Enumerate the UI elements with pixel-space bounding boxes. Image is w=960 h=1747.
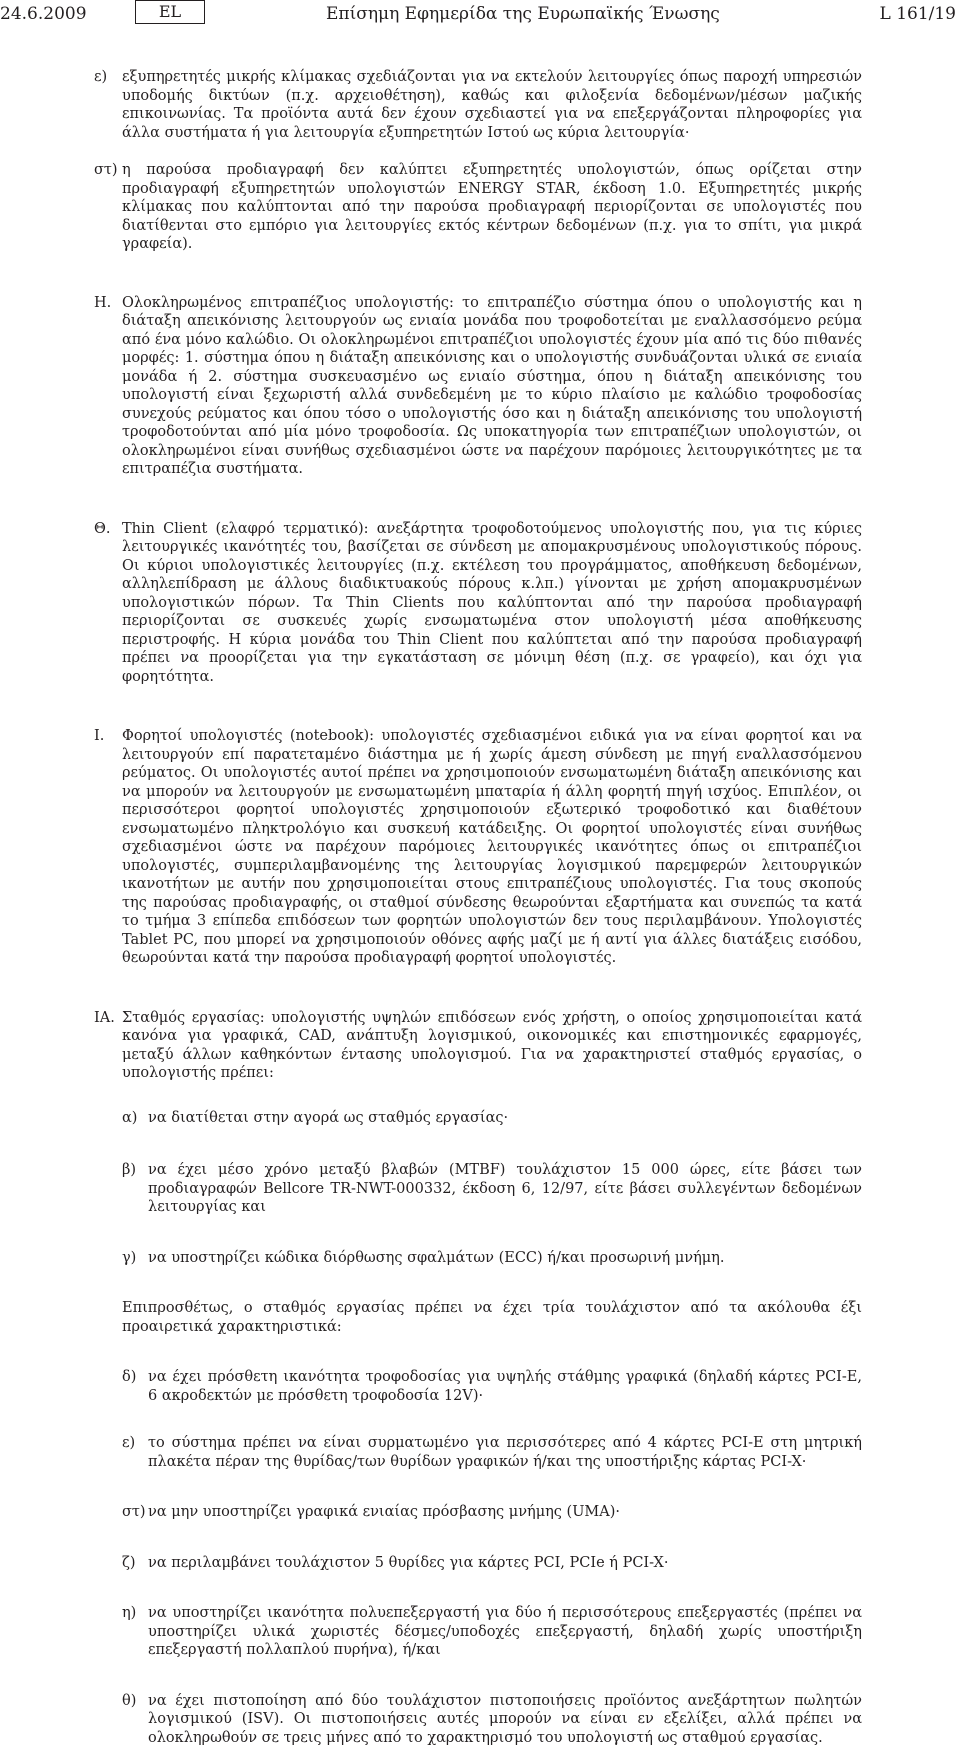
item-label: ε)	[122, 1434, 148, 1471]
section-text: Σταθμός εργασίας: υπολογιστής υψηλών επιδόσεων ενός χρήστη, ο οποίος χρησιμοποιείται κατά κανόνα για γραφικά, CAD, ανάπτυξη λογισμικού, οικονομικές και επιστημονικές εφαρμογές, μεταξύ άλλων καθηκόντων έντασης υπολογισμού. Για να χαρακτηριστεί σταθμός εργασίας, ο υπολογιστής πρέπει:	[122, 1009, 862, 1083]
definition-section	[94, 727, 862, 968]
item-text: η παρούσα προδιαγραφή δεν καλύπτει εξυπηρετητές υπολογιστών, όπως ορίζεται στην προδιαγραφή εξυπηρετητών υπολογιστών ENERGY STAR, έκδοση 1.0. Εξυπηρετητές μικρής κλίμακας που καλύπτονται από την παρούσα προδιαγραφή περιορίζονται σε υπολογιστές που διατίθενται στο εμπόριο για λειτουργίες εκτός κέντρων δεδομένων (π.χ. για το σπίτι, για μικρά γραφεία).	[122, 161, 862, 254]
document-body	[122, 68, 862, 1747]
list-item	[122, 1554, 862, 1573]
language-code-box: EL	[135, 0, 205, 24]
item-label: στ)	[94, 161, 122, 254]
list-item	[122, 1161, 862, 1217]
item-label: η)	[122, 1604, 148, 1660]
item-label: δ)	[122, 1368, 148, 1405]
journal-title: Επίσημη Εφημερίδα της Ευρωπαϊκής Ένωσης	[326, 5, 720, 24]
intro-paragraph: Επιπροσθέτως, ο σταθμός εργασίας πρέπει να έχει τρία τουλάχιστον από τα ακόλουθα έξι προαιρετικά χαρακτηριστικά:	[122, 1299, 862, 1336]
item-label: ε)	[94, 68, 122, 142]
list-item	[122, 1692, 862, 1747]
list-item	[122, 1368, 862, 1405]
item-label: β)	[122, 1161, 148, 1217]
section-label: Η.	[94, 294, 122, 479]
section-text: Φορητοί υπολογιστές (notebook): υπολογιστές σχεδιασμένοι ειδικά για να είναι φορητοί και να λειτουργούν επί παρατεταμένο διάστημα με ή χωρίς άμεση σύνδεση με πηγή εναλλασσόμενου ρεύματος. Οι υπολογιστές αυτοί πρέπει να χρησιμοποιούν ενσωματωμένη διάταξη απεικόνισης και να μπορούν να λειτουργούν με ενσωματωμένη μπαταρία ή άλλη φορητή πηγή ισχύος. Επιπλέον, οι περισσότεροι φορητοί υπολογιστές χρησιμοποιούν εξωτερικό τροφοδοτικό και διαθέτουν ενσωματωμένο πληκτρολόγιο και συσκευή κατάδειξης. Οι φορητοί υπολογιστές είναι συνήθως σχεδιασμένοι ώστε να παρέχουν παρόμοιες λειτουργικές ικανότητες όπως οι επιτραπέζιοι υπολογιστές, συμπεριλαμβανομένης της λειτουργίας λογισμικού παρεμφερών λειτουργικών ικανοτήτων με αυτήν που χρησιμοποιείται στους επιτραπέζιους υπολογιστές. Για τους σκοπούς της παρούσας προδιαγραφής, οι σταθμοί σύνδεσης θεωρούνται εξαρτήματα και συνεπώς τα κατά το τμήμα 3 επίπεδα επιδόσεων των φορητών υπολογιστών δεν τους περιλαμβάνουν. Υπολογιστές Tablet PC, που μπορεί να χρησιμοποιούν οθόνες αφής μαζί με ή αντί για άλλες διατάξεις εισόδου, θεωρούνται κατά την παρούσα προδιαγραφή φορητοί υπολογιστές.	[122, 727, 862, 968]
section-text: Thin Client (ελαφρό τερματικό): ανεξάρτητα τροφοδοτούμενος υπολογιστής που, για τις κύριες λειτουργικές ικανότητές του, βασίζεται σε σύνδεση με απομακρυσμένους υπολογιστικούς πόρους. Οι κύριοι υπολογιστικές λειτουργίες (π.χ. εκτέλεση του προγράμματος, αποθήκευση δεδομένων, αλληλεπίδραση με άλλους διαδικτυακούς πόρους κ.λπ.) γίνονται με χρήση απομακρυσμένων υπολογιστικών πόρων. Τα Thin Clients που καλύπτονται από την παρούσα προδιαγραφή περιορίζονται σε συσκευές χωρίς ενσωματωμένα στον υπολογιστή μέσα αποθήκευσης περιστροφής. Η κύρια μονάδα του Thin Client που καλύπτεται από την παρούσα προδιαγραφή πρέπει να προορίζεται για την εγκατάσταση σε μόνιμη θέση (π.χ. σε γραφείο), και όχι για φορητότητα.	[122, 520, 862, 687]
section-text: Ολοκληρωμένος επιτραπέζιος υπολογιστής: το επιτραπέζιο σύστημα όπου ο υπολογιστής και η διάταξη απεικόνισης λειτουργούν ως ενιαία μονάδα που τροφοδοτείται με εναλλασσόμενο ρεύμα από ένα μόνο καλώδιο. Οι ολοκληρωμένοι επιτραπέζιοι υπολογιστές έχουν μία από τις δύο πιθανές μορφές: 1. σύστημα όπου η διάταξη απεικόνισης και ο υπολογιστής συνδυάζονται υλικά σε ενιαία μονάδα ή 2. σύστημα συσκευασμένο ως ενιαίο σύστημα, όπου η διάταξη απεικόνισης του υπολογιστή είναι ξεχωριστή αλλά συνδεδεμένη με το κύριο πλαίσιο με καλώδιο τροφοδοσίας συνεχούς ρεύματος και όπου τόσο ο υπολογιστής όσο και η διάταξη απεικόνισης του υπολογιστή τροφοδοτούνται από μία μόνο τροφοδοσία. Ως υποκατηγορία των επιτραπέζιων υπολογιστών, οι ολοκληρωμένοι είναι συνήθως σχεδιασμένοι ώστε να παρέχουν παρόμοιες λειτουργικότητες με τα επιτραπέζια συστήματα.	[122, 294, 862, 479]
item-text: να περιλαμβάνει τουλάχιστον 5 θυρίδες για κάρτες PCI, PCIe ή PCI-X·	[148, 1554, 862, 1573]
section-label: ΙΑ.	[94, 1009, 122, 1083]
item-text: το σύστημα πρέπει να είναι συρματωμένο για περισσότερες από 4 κάρτες PCI-E στη μητρική πλακέτα πέραν της θυρίδας/των θυρίδων γραφικών ή/και της υποστήριξης κάρτας PCI-X·	[148, 1434, 862, 1471]
item-text: να υποστηρίζει ικανότητα πολυεπεξεργαστή για δύο ή περισσότερους επεξεργαστές (πρέπει να υποστηρίζει υλικά χωριστές δέσμες/υποδοχές επεξεργαστή, δηλαδή χωρίς υποστήριξη επεξεργαστή πολλαπλού πυρήνα), ή/και	[148, 1604, 862, 1660]
list-item	[94, 68, 862, 142]
item-label: γ)	[122, 1249, 148, 1268]
item-text: να έχει μέσο χρόνο μεταξύ βλαβών (MTBF) τουλάχιστον 15 000 ώρες, είτε βάσει των προδιαγραφών Bellcore TR-NWT-000332, έκδοση 6, 12/97, είτε βάσει συλλεγέντων δεδομένων λειτουργίας και	[148, 1161, 862, 1217]
definition-section	[94, 1009, 862, 1083]
list-item	[94, 161, 862, 254]
list-item	[122, 1249, 862, 1268]
item-text: να μην υποστηρίζει γραφικά ενιαίας πρόσβασης μνήμης (UMA)·	[148, 1503, 862, 1522]
item-text: να υποστηρίζει κώδικα διόρθωσης σφαλμάτων (ECC) ή/και προσωρινή μνήμη.	[148, 1249, 862, 1268]
item-text: εξυπηρετητές μικρής κλίμακας σχεδιάζονται για να εκτελούν λειτουργίες όπως παροχή υπηρεσιών υποδομής δικτύων (π.χ. αρχειοθέτηση), καθώς και φιλοξενία δεδομένων/μέσων μαζικής επικοινωνίας. Τα προϊόντα αυτά δεν έχουν σχεδιαστεί για να επεξεργάζονται πληροφορίες για άλλα συστήματα ή για λειτουργία εξυπηρετητών Ιστού ως κύρια λειτουργία·	[122, 68, 862, 142]
item-label: στ)	[122, 1503, 148, 1522]
item-label: θ)	[122, 1692, 148, 1747]
publication-date: 24.6.2009	[0, 5, 87, 24]
definition-section	[94, 520, 862, 687]
list-item	[122, 1109, 862, 1128]
item-label: ζ)	[122, 1554, 148, 1573]
definition-section	[94, 294, 862, 479]
item-label: α)	[122, 1109, 148, 1128]
list-item	[122, 1434, 862, 1471]
section-label: Θ.	[94, 520, 122, 687]
page-reference: L 161/19	[880, 5, 957, 24]
list-item	[122, 1503, 862, 1522]
item-text: να έχει πιστοποίηση από δύο τουλάχιστον πιστοποιήσεις προϊόντος ανεξάρτητων πωλητών λογισμικού (ISV). Οι πιστοποιήσεις αυτές μπορούν να είναι εν εξελίξει, αλλά πρέπει να ολοκληρωθούν σε τρεις μήνες από το χαρακτηρισμό του υπολογιστή ως σταθμού εργασίας.	[148, 1692, 862, 1747]
page-header	[0, 0, 960, 40]
section-label: Ι.	[94, 727, 122, 968]
item-text: να έχει πρόσθετη ικανότητα τροφοδοσίας για υψηλής στάθμης γραφικά (δηλαδή κάρτες PCI-E, 6 ακροδεκτών με πρόσθετη τροφοδοσία 12V)·	[148, 1368, 862, 1405]
list-item	[122, 1604, 862, 1660]
item-text: να διατίθεται στην αγορά ως σταθμός εργασίας·	[148, 1109, 862, 1128]
